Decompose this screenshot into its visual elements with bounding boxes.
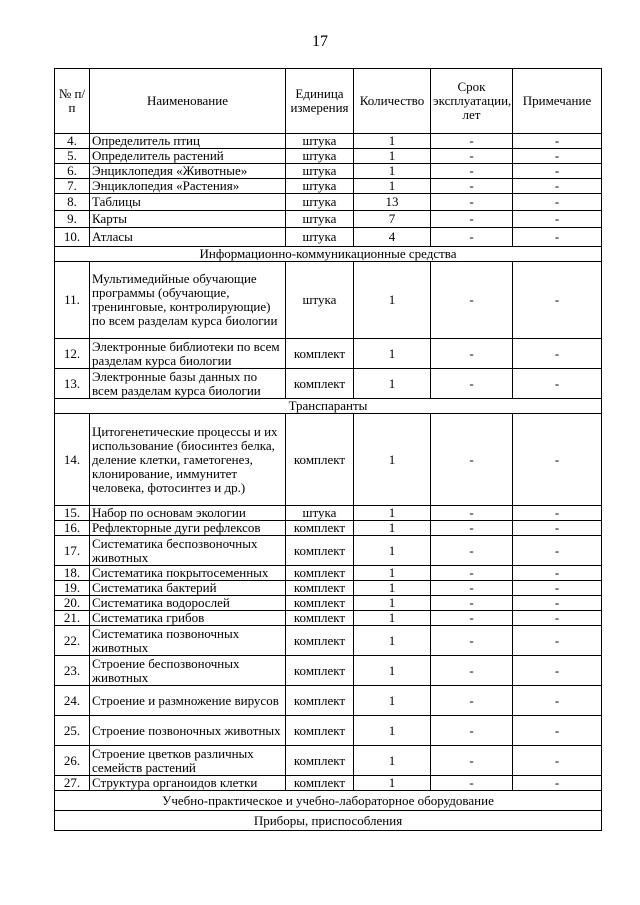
item-quantity: 1 — [354, 506, 431, 521]
item-note: - — [513, 149, 602, 164]
item-unit: комплект — [286, 414, 354, 506]
row-number: 17. — [55, 536, 90, 566]
item-unit: штука — [286, 211, 354, 228]
row-number: 26. — [55, 746, 90, 776]
table-row — [55, 228, 602, 247]
item-unit: штука — [286, 194, 354, 211]
item-quantity: 1 — [354, 536, 431, 566]
item-note: - — [513, 596, 602, 611]
item-service-life: - — [431, 626, 513, 656]
item-note: - — [513, 414, 602, 506]
item-unit: комплект — [286, 596, 354, 611]
item-note: - — [513, 686, 602, 716]
item-quantity: 1 — [354, 134, 431, 149]
header-life: Срок эксплуатации, лет — [431, 69, 513, 134]
item-note: - — [513, 262, 602, 339]
item-note: - — [513, 134, 602, 149]
item-quantity: 1 — [354, 149, 431, 164]
table-row — [55, 626, 602, 656]
section-title: Приборы, приспособления — [55, 811, 602, 831]
row-number: 15. — [55, 506, 90, 521]
item-unit: комплект — [286, 369, 354, 399]
item-unit: комплект — [286, 566, 354, 581]
item-quantity: 1 — [354, 414, 431, 506]
row-number: 5. — [55, 149, 90, 164]
table-header-row — [55, 69, 602, 134]
section-row — [55, 247, 602, 262]
table-row — [55, 211, 602, 228]
item-name: Таблицы — [90, 194, 286, 211]
item-name: Строение цветков различных семейств растений — [90, 746, 286, 776]
equipment-table — [54, 68, 602, 831]
item-name: Строение беспозвоночных животных — [90, 656, 286, 686]
item-service-life: - — [431, 686, 513, 716]
section-row — [55, 811, 602, 831]
table-row — [55, 179, 602, 194]
item-service-life: - — [431, 211, 513, 228]
header-name: Наименование — [90, 69, 286, 134]
item-quantity: 1 — [354, 656, 431, 686]
item-unit: штука — [286, 262, 354, 339]
item-quantity: 1 — [354, 746, 431, 776]
item-service-life: - — [431, 716, 513, 746]
item-unit: комплект — [286, 656, 354, 686]
item-unit: комплект — [286, 686, 354, 716]
row-number: 13. — [55, 369, 90, 399]
table-row — [55, 686, 602, 716]
item-unit: комплект — [286, 536, 354, 566]
item-unit: штука — [286, 506, 354, 521]
section-title: Учебно-практическое и учебно-лабораторное оборудование — [55, 791, 602, 811]
item-service-life: - — [431, 179, 513, 194]
item-note: - — [513, 611, 602, 626]
item-note: - — [513, 536, 602, 566]
item-service-life: - — [431, 521, 513, 536]
item-name: Строение и размножение вирусов — [90, 686, 286, 716]
item-service-life: - — [431, 656, 513, 686]
item-note: - — [513, 776, 602, 791]
item-name: Мультимедийные обучающие программы (обучающие, тренинговые, контролирующие) по всем разделам курса биологии — [90, 262, 286, 339]
table-row — [55, 164, 602, 179]
item-note: - — [513, 506, 602, 521]
item-name: Набор по основам экологии — [90, 506, 286, 521]
item-unit: комплект — [286, 776, 354, 791]
row-number: 16. — [55, 521, 90, 536]
item-service-life: - — [431, 596, 513, 611]
header-note: Примечание — [513, 69, 602, 134]
item-service-life: - — [431, 506, 513, 521]
item-note: - — [513, 339, 602, 369]
table-row — [55, 776, 602, 791]
table-body — [55, 134, 602, 831]
item-note: - — [513, 228, 602, 247]
item-quantity: 1 — [354, 566, 431, 581]
table-row — [55, 746, 602, 776]
item-name: Систематика грибов — [90, 611, 286, 626]
item-quantity: 13 — [354, 194, 431, 211]
item-note: - — [513, 746, 602, 776]
row-number: 18. — [55, 566, 90, 581]
row-number: 14. — [55, 414, 90, 506]
item-name: Энциклопедия «Животные» — [90, 164, 286, 179]
item-unit: штука — [286, 228, 354, 247]
item-name: Электронные базы данных по всем разделам курса биологии — [90, 369, 286, 399]
item-service-life: - — [431, 611, 513, 626]
table-row — [55, 262, 602, 339]
item-service-life: - — [431, 149, 513, 164]
item-name: Систематика беспозвоночных животных — [90, 536, 286, 566]
item-unit: штука — [286, 164, 354, 179]
section-row — [55, 399, 602, 414]
table-row — [55, 149, 602, 164]
item-quantity: 1 — [354, 521, 431, 536]
row-number: 24. — [55, 686, 90, 716]
row-number: 9. — [55, 211, 90, 228]
row-number: 27. — [55, 776, 90, 791]
item-service-life: - — [431, 369, 513, 399]
row-number: 8. — [55, 194, 90, 211]
item-quantity: 1 — [354, 611, 431, 626]
item-service-life: - — [431, 164, 513, 179]
item-note: - — [513, 164, 602, 179]
item-quantity: 1 — [354, 596, 431, 611]
table-row — [55, 716, 602, 746]
row-number: 19. — [55, 581, 90, 596]
table-row — [55, 536, 602, 566]
row-number: 20. — [55, 596, 90, 611]
row-number: 21. — [55, 611, 90, 626]
item-name: Систематика бактерий — [90, 581, 286, 596]
item-note: - — [513, 179, 602, 194]
item-note: - — [513, 211, 602, 228]
row-number: 4. — [55, 134, 90, 149]
item-service-life: - — [431, 581, 513, 596]
item-service-life: - — [431, 228, 513, 247]
item-quantity: 1 — [354, 716, 431, 746]
item-name: Определитель птиц — [90, 134, 286, 149]
item-unit: штука — [286, 149, 354, 164]
item-service-life: - — [431, 134, 513, 149]
item-name: Систематика позвоночных животных — [90, 626, 286, 656]
item-service-life: - — [431, 746, 513, 776]
section-title: Транспаранты — [55, 399, 602, 414]
item-quantity: 1 — [354, 776, 431, 791]
row-number: 12. — [55, 339, 90, 369]
table-row — [55, 134, 602, 149]
item-service-life: - — [431, 339, 513, 369]
row-number: 23. — [55, 656, 90, 686]
table-row — [55, 194, 602, 211]
item-quantity: 4 — [354, 228, 431, 247]
item-service-life: - — [431, 194, 513, 211]
item-quantity: 1 — [354, 369, 431, 399]
item-name: Карты — [90, 211, 286, 228]
item-unit: комплект — [286, 746, 354, 776]
item-note: - — [513, 369, 602, 399]
table-row — [55, 506, 602, 521]
item-name: Определитель растений — [90, 149, 286, 164]
item-unit: комплект — [286, 521, 354, 536]
table-row — [55, 611, 602, 626]
item-quantity: 1 — [354, 164, 431, 179]
item-quantity: 1 — [354, 262, 431, 339]
item-name: Атласы — [90, 228, 286, 247]
item-quantity: 1 — [354, 626, 431, 656]
item-unit: комплект — [286, 339, 354, 369]
item-quantity: 7 — [354, 211, 431, 228]
header-num: № п/п — [55, 69, 90, 134]
header-unit: Единица измерения — [286, 69, 354, 134]
table-row — [55, 521, 602, 536]
table-row — [55, 369, 602, 399]
page-number: 17 — [312, 33, 328, 50]
item-quantity: 1 — [354, 686, 431, 716]
item-unit: штука — [286, 134, 354, 149]
item-service-life: - — [431, 566, 513, 581]
item-note: - — [513, 656, 602, 686]
table-row — [55, 581, 602, 596]
item-quantity: 1 — [354, 339, 431, 369]
item-service-life: - — [431, 262, 513, 339]
item-quantity: 1 — [354, 179, 431, 194]
item-service-life: - — [431, 776, 513, 791]
item-name: Цитогенетические процессы и их использование (биосинтез белка, деление клетки, гаметогенез, клонирование, иммунитет человека, фотосинтез и др.) — [90, 414, 286, 506]
item-note: - — [513, 566, 602, 581]
row-number: 6. — [55, 164, 90, 179]
item-quantity: 1 — [354, 581, 431, 596]
row-number: 11. — [55, 262, 90, 339]
row-number: 10. — [55, 228, 90, 247]
item-name: Рефлекторные дуги рефлексов — [90, 521, 286, 536]
item-name: Строение позвоночных животных — [90, 716, 286, 746]
row-number: 7. — [55, 179, 90, 194]
item-note: - — [513, 626, 602, 656]
table-row — [55, 596, 602, 611]
item-unit: комплект — [286, 581, 354, 596]
item-note: - — [513, 581, 602, 596]
item-note: - — [513, 716, 602, 746]
item-unit: комплект — [286, 626, 354, 656]
table-row — [55, 339, 602, 369]
item-unit: штука — [286, 179, 354, 194]
item-unit: комплект — [286, 716, 354, 746]
item-name: Электронные библиотеки по всем разделам курса биологии — [90, 339, 286, 369]
item-name: Структура органоидов клетки — [90, 776, 286, 791]
table-row — [55, 656, 602, 686]
section-row — [55, 791, 602, 811]
item-name: Энциклопедия «Растения» — [90, 179, 286, 194]
section-title: Информационно-коммуникационные средства — [55, 247, 602, 262]
table-row — [55, 566, 602, 581]
item-unit: комплект — [286, 611, 354, 626]
item-name: Систематика водорослей — [90, 596, 286, 611]
item-service-life: - — [431, 414, 513, 506]
row-number: 22. — [55, 626, 90, 656]
item-name: Систематика покрытосеменных — [90, 566, 286, 581]
item-note: - — [513, 194, 602, 211]
item-service-life: - — [431, 536, 513, 566]
row-number: 25. — [55, 716, 90, 746]
item-note: - — [513, 521, 602, 536]
table-row — [55, 414, 602, 506]
header-qty: Количество — [354, 69, 431, 134]
